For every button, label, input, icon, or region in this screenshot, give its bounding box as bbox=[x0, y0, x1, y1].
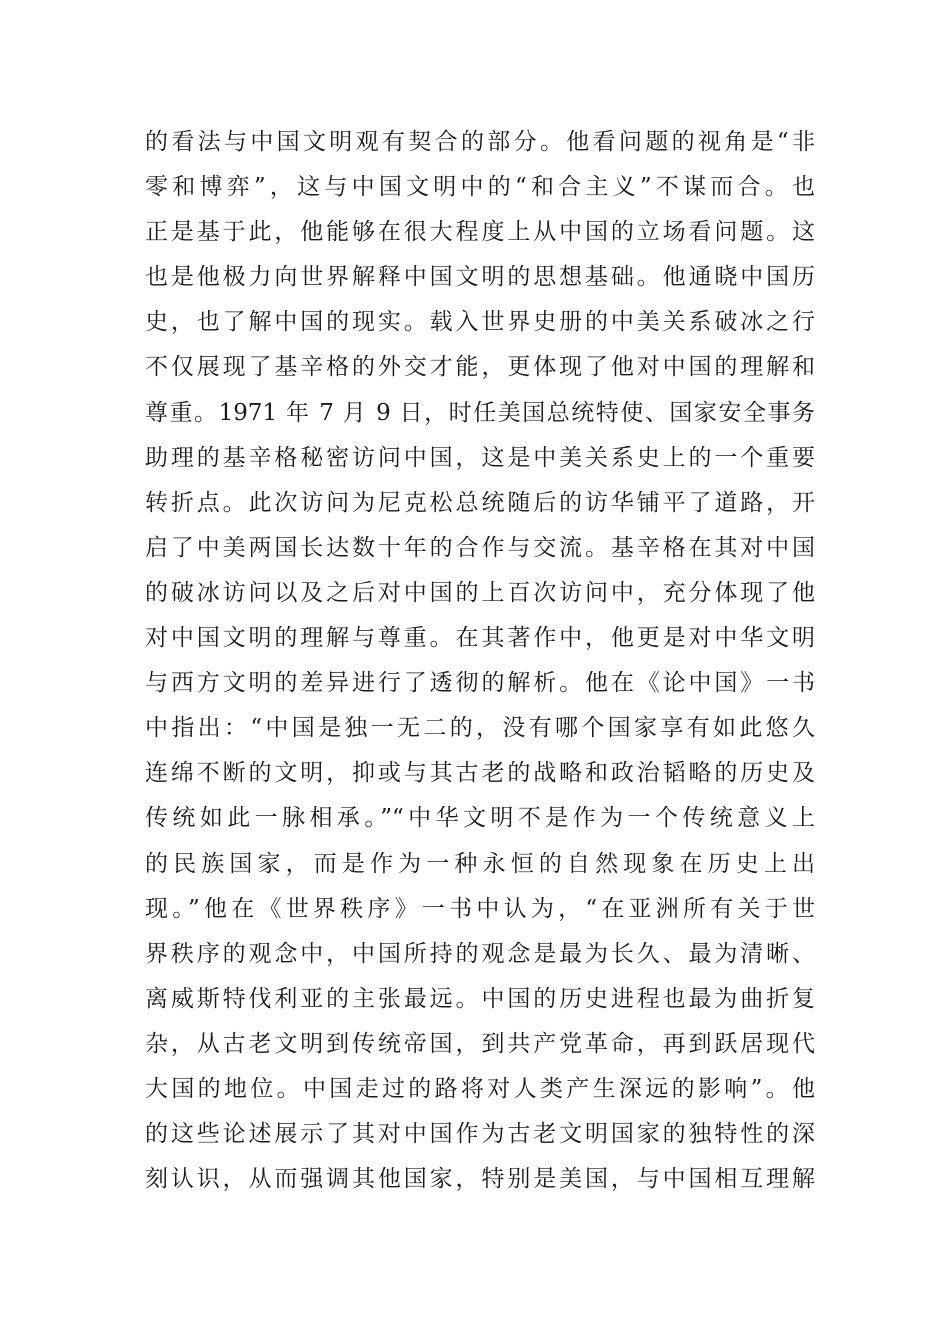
text-line: 连绵不断的文明，抑或与其古老的战略和政治韬略的历史及 bbox=[145, 760, 815, 787]
text-line: 离威斯特伐利亚的主张最远。中国的历史进程也最为曲折复 bbox=[145, 985, 815, 1012]
text-line: 大国的地位。中国走过的路将对人类产生深远的影响”。他 bbox=[145, 1075, 815, 1102]
text-line: 界秩序的观念中，中国所持的观念是最为长久、最为清晰、 bbox=[145, 940, 815, 967]
text-line: 正是基于此，他能够在很大程度上从中国的立场看问题。这 bbox=[145, 219, 815, 246]
text-line: 也是他极力向世界解释中国文明的思想基础。他通晓中国历 bbox=[145, 264, 815, 291]
text-line: 传统如此一脉相承。”“中华文明不是作为一个传统意义上 bbox=[145, 805, 815, 832]
text-line: 对中国文明的理解与尊重。在其著作中，他更是对中华文明 bbox=[145, 625, 815, 652]
text-line: 启了中美两国长达数十年的合作与交流。基辛格在其对中国 bbox=[145, 534, 815, 561]
text-line: 杂，从古老文明到传统帝国，到共产党革命，再到跃居现代 bbox=[145, 1030, 815, 1057]
text-line: 与西方文明的差异进行了透彻的解析。他在《论中国》一书 bbox=[145, 670, 815, 697]
text-line: 史，也了解中国的现实。载入世界史册的中美关系破冰之行 bbox=[145, 309, 815, 336]
text-line: 的破冰访问以及之后对中国的上百次访问中，充分体现了他 bbox=[145, 579, 815, 606]
text-line: 的民族国家，而是作为一种永恒的自然现象在历史上出 bbox=[145, 850, 815, 877]
text-line: 尊重。1971 年 7 月 9 日，时任美国总统特使、国家安全事务 bbox=[145, 399, 815, 426]
text-line: 零和博弈”，这与中国文明中的“和合主义”不谋而合。也 bbox=[145, 174, 815, 201]
text-line: 不仅展现了基辛格的外交才能，更体现了他对中国的理解和 bbox=[145, 354, 815, 381]
text-line: 的这些论述展示了其对中国作为古老文明国家的独特性的深 bbox=[145, 1121, 815, 1148]
body-paragraph bbox=[145, 120, 815, 1202]
text-line: 现。”他在《世界秩序》一书中认为，“在亚洲所有关于世 bbox=[145, 895, 815, 922]
text-line: 中指出：“中国是独一无二的，没有哪个国家享有如此悠久 bbox=[145, 715, 815, 742]
text-line: 转折点。此次访问为尼克松总统随后的访华铺平了道路，开 bbox=[145, 489, 815, 516]
text-line: 刻认识，从而强调其他国家，特别是美国，与中国相互理解 bbox=[145, 1166, 815, 1193]
text-line: 助理的基辛格秘密访问中国，这是中美关系史上的一个重要 bbox=[145, 444, 815, 471]
text-line: 的看法与中国文明观有契合的部分。他看问题的视角是“非 bbox=[145, 129, 815, 155]
